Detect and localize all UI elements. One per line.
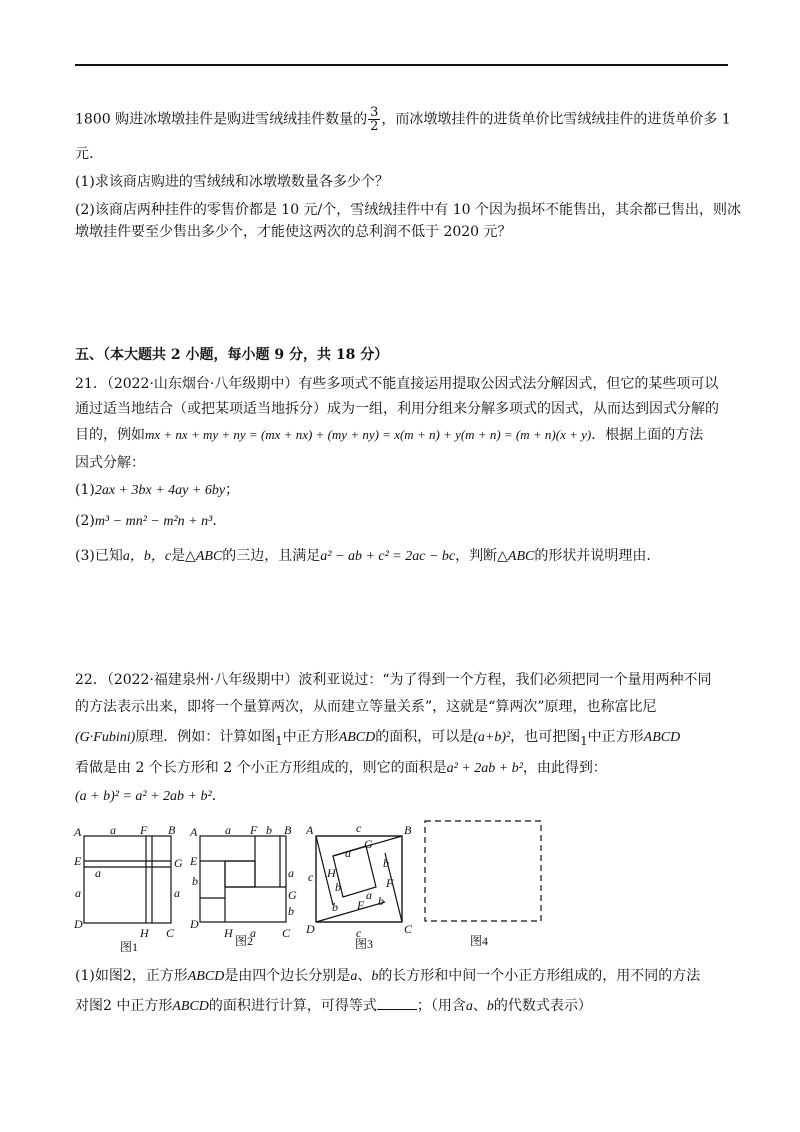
fig2-label-b-top: b — [266, 823, 272, 837]
fig1-label-F: F — [140, 823, 148, 837]
fig3-label-b-3: b — [332, 900, 338, 914]
fig2-square — [200, 836, 286, 922]
q21-part3: (3)已知a，b，c是△ABC的三边，且满足a² − ab + c² = 2ac − bc，判断△ABC的形状并说明理由. — [75, 548, 651, 564]
fig3-label-A: A — [306, 823, 314, 837]
section-5-title: 五、（本大题共 2 小题，每小题 9 分，共 18 分） — [75, 347, 389, 363]
fig2-label-G: G — [288, 888, 297, 902]
fig3-label-c-top: c — [356, 821, 362, 835]
fig2-label-C: C — [282, 926, 291, 940]
fig3-label-b-4: b — [378, 894, 384, 908]
fig2-label-F: F — [250, 823, 258, 837]
fig1-label-a-top: a — [110, 823, 116, 837]
grouping-example-formula: mx + nx + my + ny = (mx + nx) + (my + ny) = x(m + n) + y(m + n) = (m + n)(x + y) — [145, 427, 592, 442]
fig1-label-E: E — [74, 854, 82, 868]
q20-sub2a: (2)该商店两种挂件的零售价都是 10 元/个，雪绒绒挂件中有 10 个因为损坏不能售出，其余都已售出，则冰 — [75, 202, 741, 218]
fig1-label-B: B — [168, 823, 176, 837]
q21-line2: 通过适当地结合（或把某项适当地拆分）成为一组，利用分组来分解多项式的因式，从而达到因式分解的 — [75, 401, 719, 417]
fig3-label-C: C — [404, 922, 413, 936]
fig2-label-E: E — [190, 854, 198, 868]
q22-sub1-line2: 对图2 中正方形ABCD的面积进行计算，可得等式 ；（用含a、b的代数式表示） — [75, 995, 592, 1017]
fraction-three-halves: $\frac{3}{2}$ — [370, 105, 379, 134]
q20-sub1: (1)求该商店购进的雪绒绒和冰墩墩数量各多少个？ — [75, 174, 389, 190]
header-rule — [75, 64, 728, 66]
fig1-label-G: G — [174, 856, 183, 870]
fig3-label-b-2: b — [335, 880, 341, 894]
fig3-label-F: F — [386, 876, 394, 890]
fig2-label-b-right: b — [288, 904, 294, 918]
fig3-label-E: E — [357, 898, 365, 912]
q21-line3: 目的，例如mx + nx + my + ny = (mx + nx) + (my + ny) = x(m + n) + y(m + n) = (m + n)(x + y)．根据上面的方法 — [75, 427, 704, 443]
fig1-label-C: C — [166, 926, 175, 940]
q22-line2: 的方法表示出来，即将一个量算两次，从而建立等量关系”，这就是“算两次”原理，也称富比尼 — [75, 699, 657, 715]
fig1-label-a-left: a — [75, 886, 81, 900]
q20-line2: 元. — [75, 146, 94, 162]
fig3-label-D: D — [306, 922, 315, 936]
q22-line4: 看做是由 2 个长方形和 2 个小正方形组成的，则它的面积是a² + 2ab + b²，由此得到： — [75, 760, 607, 776]
q20-line1: 1800 购进冰墩墩挂件是购进雪绒绒挂件数量的 $\frac{3}{2}$ ，而冰墩墩挂件的进货单价比雪绒绒挂件的进货单价多 1 — [75, 105, 731, 134]
fig4-caption: 图4 — [470, 934, 489, 948]
fig2-label-b-left: b — [192, 874, 198, 888]
fig3-label-b-1: b — [383, 856, 389, 870]
fig2-label-D: D — [190, 917, 199, 931]
fig3-label-c-left: c — [308, 870, 314, 884]
answer-blank[interactable] — [377, 995, 417, 1010]
fig1-label-A: A — [74, 825, 82, 839]
q22-line5: (a + b)² = a² + 2ab + b²． — [75, 788, 226, 804]
fig2-caption: 图2 — [235, 934, 254, 948]
fig3-label-a-1: a — [345, 846, 351, 860]
fig1-label-a-inner: a — [95, 866, 101, 880]
fig1-label-H: H — [140, 926, 149, 940]
q22-line1: 22．（2022·福建泉州·八年级期中）波利亚说过：“为了得到一个方程，我们必须把同一个量用两种不同 — [75, 672, 712, 688]
fig2-label-B: B — [284, 823, 292, 837]
fig4-dashed-square — [425, 821, 541, 921]
q21-part2: (2)m³ − mn² − m²n + n³. — [75, 513, 217, 529]
fig1-label-a-right: a — [174, 886, 180, 900]
fig2-label-a-bottom: a — [250, 926, 256, 940]
fig2-label-a-top: a — [225, 823, 231, 837]
fig1-label-D: D — [74, 917, 83, 931]
fig2-label-A: A — [190, 825, 198, 839]
fig1-caption: 图1 — [120, 940, 139, 954]
fig3-label-H: H — [327, 866, 336, 880]
q22-sub1-line1: (1)如图2，正方形ABCD是由四个边长分别是a、b的长方形和中间一个小正方形组成的，用不同的方法 — [75, 968, 701, 984]
fig2-label-a-right: a — [288, 866, 294, 880]
q21-line1: 21．（2022·山东烟台·八年级期中）有些多项式不能直接运用提取公因式法分解因式，但它的某些项可以 — [75, 376, 719, 392]
q21-part1: (1)2ax + 3bx + 4ay + 6by； — [75, 482, 240, 498]
fig3-label-c-bottom: c — [356, 926, 362, 940]
q21-line4: 因式分解： — [75, 455, 145, 471]
fig3-label-G: G — [364, 837, 373, 851]
q20-sub2b: 墩墩挂件要至少售出多少个，才能使这两次的总利润不低于 2020 元？ — [75, 224, 512, 240]
geometry-figures — [70, 815, 550, 960]
fig3-label-a-2: a — [366, 888, 372, 902]
q22-line3: (G·Fubini)原理．例如：计算如图$_1$中正方形ABCD的面积，可以是(a+b)²，也可把图$_1$中正方形ABCD — [75, 729, 681, 748]
fig3-label-B: B — [404, 823, 412, 837]
fig2-label-H: H — [224, 926, 233, 940]
fig3-caption: 图3 — [355, 937, 374, 951]
